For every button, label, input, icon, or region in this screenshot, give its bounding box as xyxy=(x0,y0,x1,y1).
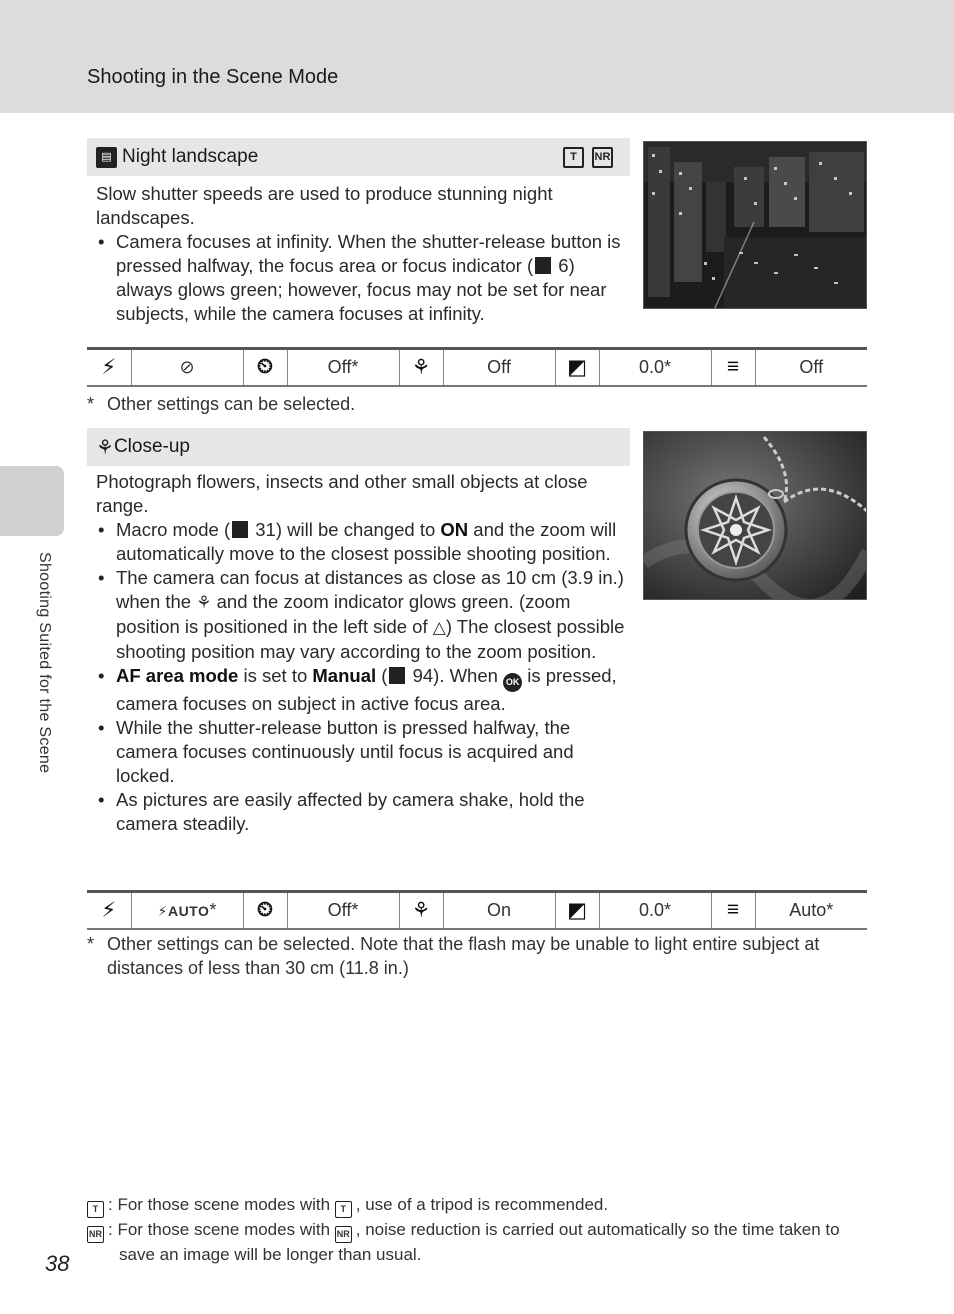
continuous-icon: ≡ xyxy=(711,892,755,929)
closeup-note-line-1: Other settings can be selected. Note that the flash may be unable to light entire subject at xyxy=(107,934,820,954)
tripod-icon: T xyxy=(563,147,584,168)
closeup-b2-b: and the zoom indicator glows green. (zoom position is positioned in the left side of xyxy=(116,591,571,637)
side-tab xyxy=(0,466,64,536)
wide-angle-icon: △ xyxy=(432,618,446,637)
exposure-compensation-icon: ◩ xyxy=(555,349,599,386)
closeup-intro: Photograph flowers, insects and other small objects at close range. xyxy=(96,471,588,516)
macro-icon: ⚘ xyxy=(399,892,443,929)
closeup-bullet-3 xyxy=(96,664,626,716)
page-header-title: Shooting in the Scene Mode xyxy=(87,66,339,88)
night-bullet-text-b: 6) always glows green; however, focus may not be set for near subjects, while the camera focuses at infinity. xyxy=(116,255,607,324)
noise-reduction-icon: NR xyxy=(335,1226,352,1243)
closeup-b1-b: 31) will be changed to xyxy=(250,519,441,540)
macro-icon: ⚘ xyxy=(399,349,443,386)
closeup-note-line-2: distances of less than 30 cm (11.8 in.) xyxy=(107,958,409,978)
night-settings-table xyxy=(87,347,867,387)
closeup-b1-c: and the zoom will automatically move to the closest possible shooting position. xyxy=(116,519,617,564)
closeup-title: Close-up xyxy=(113,436,190,457)
reference-icon xyxy=(535,257,551,274)
pendant-image xyxy=(644,432,867,600)
noise-reduction-icon: NR xyxy=(87,1226,104,1243)
side-tab-label: Shooting Suited for the Scene xyxy=(36,552,53,774)
flash-auto-value xyxy=(131,892,243,929)
tripod-footnote xyxy=(87,1193,877,1218)
tripod-icon: T xyxy=(335,1201,352,1218)
night-mode-icons xyxy=(563,147,618,168)
night-landscape-heading xyxy=(87,138,630,176)
closeup-photo xyxy=(643,431,867,600)
closeup-bullet-4: • While the shutter-release button is pressed halfway, the camera focuses continuously until focus is acquired and locked. xyxy=(96,716,626,788)
continuous-icon: ≡ xyxy=(711,349,755,386)
tripod-footnote-b: , use of a tripod is recommended. xyxy=(355,1195,609,1214)
closeup-b1-on: ON xyxy=(440,519,469,540)
closeup-description xyxy=(96,470,626,836)
flash-icon: ⚡ xyxy=(157,902,168,919)
closeup-b3-b: ( xyxy=(376,665,388,686)
nr-footnote xyxy=(87,1218,877,1266)
closeup-settings-table xyxy=(87,890,867,930)
closeup-b3-d: is pressed, camera focuses on subject in active focus area. xyxy=(116,665,617,714)
nr-footnote-a: : For those scene modes with xyxy=(108,1220,335,1239)
nr-footnote-c: save an image will be longer than usual. xyxy=(119,1245,422,1264)
flash-auto-text: AUTO xyxy=(167,902,210,919)
closeup-b2-a: The camera can focus at distances as close as 10 cm (3.9 in.) when the xyxy=(116,567,624,612)
asterisk: * xyxy=(87,394,95,414)
night-bullet xyxy=(96,230,626,326)
flash-icon: ⚡ xyxy=(101,898,117,922)
noise-reduction-icon: NR xyxy=(592,147,613,168)
closeup-settings-note xyxy=(87,932,867,980)
night-settings-note xyxy=(87,392,355,416)
night-landscape-description xyxy=(96,182,626,326)
exposure-value: 0.0* xyxy=(599,349,711,386)
self-timer-value: Off* xyxy=(287,349,399,386)
tripod-icon: T xyxy=(87,1201,104,1218)
reference-icon xyxy=(232,521,248,538)
closeup-bullet-2 xyxy=(96,566,626,664)
header-band xyxy=(0,0,954,113)
night-bullet-text-a: Camera focuses at infinity. When the shutter-release button is pressed halfway, the focus area or focus indicator ( xyxy=(116,231,621,276)
self-timer-icon: ⏲ xyxy=(243,349,287,386)
nr-footnote-b: , noise reduction is carried out automatically so the time taken to xyxy=(355,1220,840,1239)
exposure-value: 0.0* xyxy=(599,892,711,929)
night-note-text: Other settings can be selected. xyxy=(107,394,356,414)
closeup-bullet-1 xyxy=(96,518,626,566)
manual-label: Manual xyxy=(312,665,377,686)
closeup-b1-a: Macro mode ( xyxy=(116,519,231,540)
page-number: 38 xyxy=(45,1251,70,1276)
macro-icon: ⚘ xyxy=(196,593,212,612)
closeup-b2-c: ) The closest possible shooting position may vary according to the zoom position. xyxy=(116,616,625,662)
macro-value: On xyxy=(443,892,555,929)
night-landscape-title: Night landscape xyxy=(122,146,259,167)
night-city-image xyxy=(644,142,867,309)
self-timer-icon: ⏲ xyxy=(243,892,287,929)
reference-icon xyxy=(389,667,405,684)
continuous-value: Auto* xyxy=(755,892,867,929)
night-intro: Slow shutter speeds are used to produce stunning night landscapes. xyxy=(96,183,553,228)
closeup-b3-a: is set to xyxy=(238,665,313,686)
closeup-heading xyxy=(87,428,630,466)
asterisk: * xyxy=(209,899,217,920)
closeup-bullet-5: • As pictures are easily affected by camera shake, hold the camera steadily. xyxy=(96,788,626,836)
self-timer-value: Off* xyxy=(287,892,399,929)
asterisk: * xyxy=(87,934,95,954)
tripod-footnote-a: : For those scene modes with xyxy=(108,1195,335,1214)
flash-off-icon: ⊘ xyxy=(131,349,243,386)
closeup-b3-c: 94). When xyxy=(407,665,504,686)
exposure-compensation-icon: ◩ xyxy=(555,892,599,929)
night-landscape-icon: ▤ xyxy=(96,147,117,168)
flash-icon: ⚡ xyxy=(101,355,117,379)
af-area-mode-label: AF area mode xyxy=(116,665,239,686)
closeup-icon: ⚘ xyxy=(96,436,114,459)
night-landscape-photo xyxy=(643,141,867,309)
continuous-value: Off xyxy=(755,349,867,386)
ok-button-icon: OK xyxy=(503,673,522,692)
macro-value: Off xyxy=(443,349,555,386)
